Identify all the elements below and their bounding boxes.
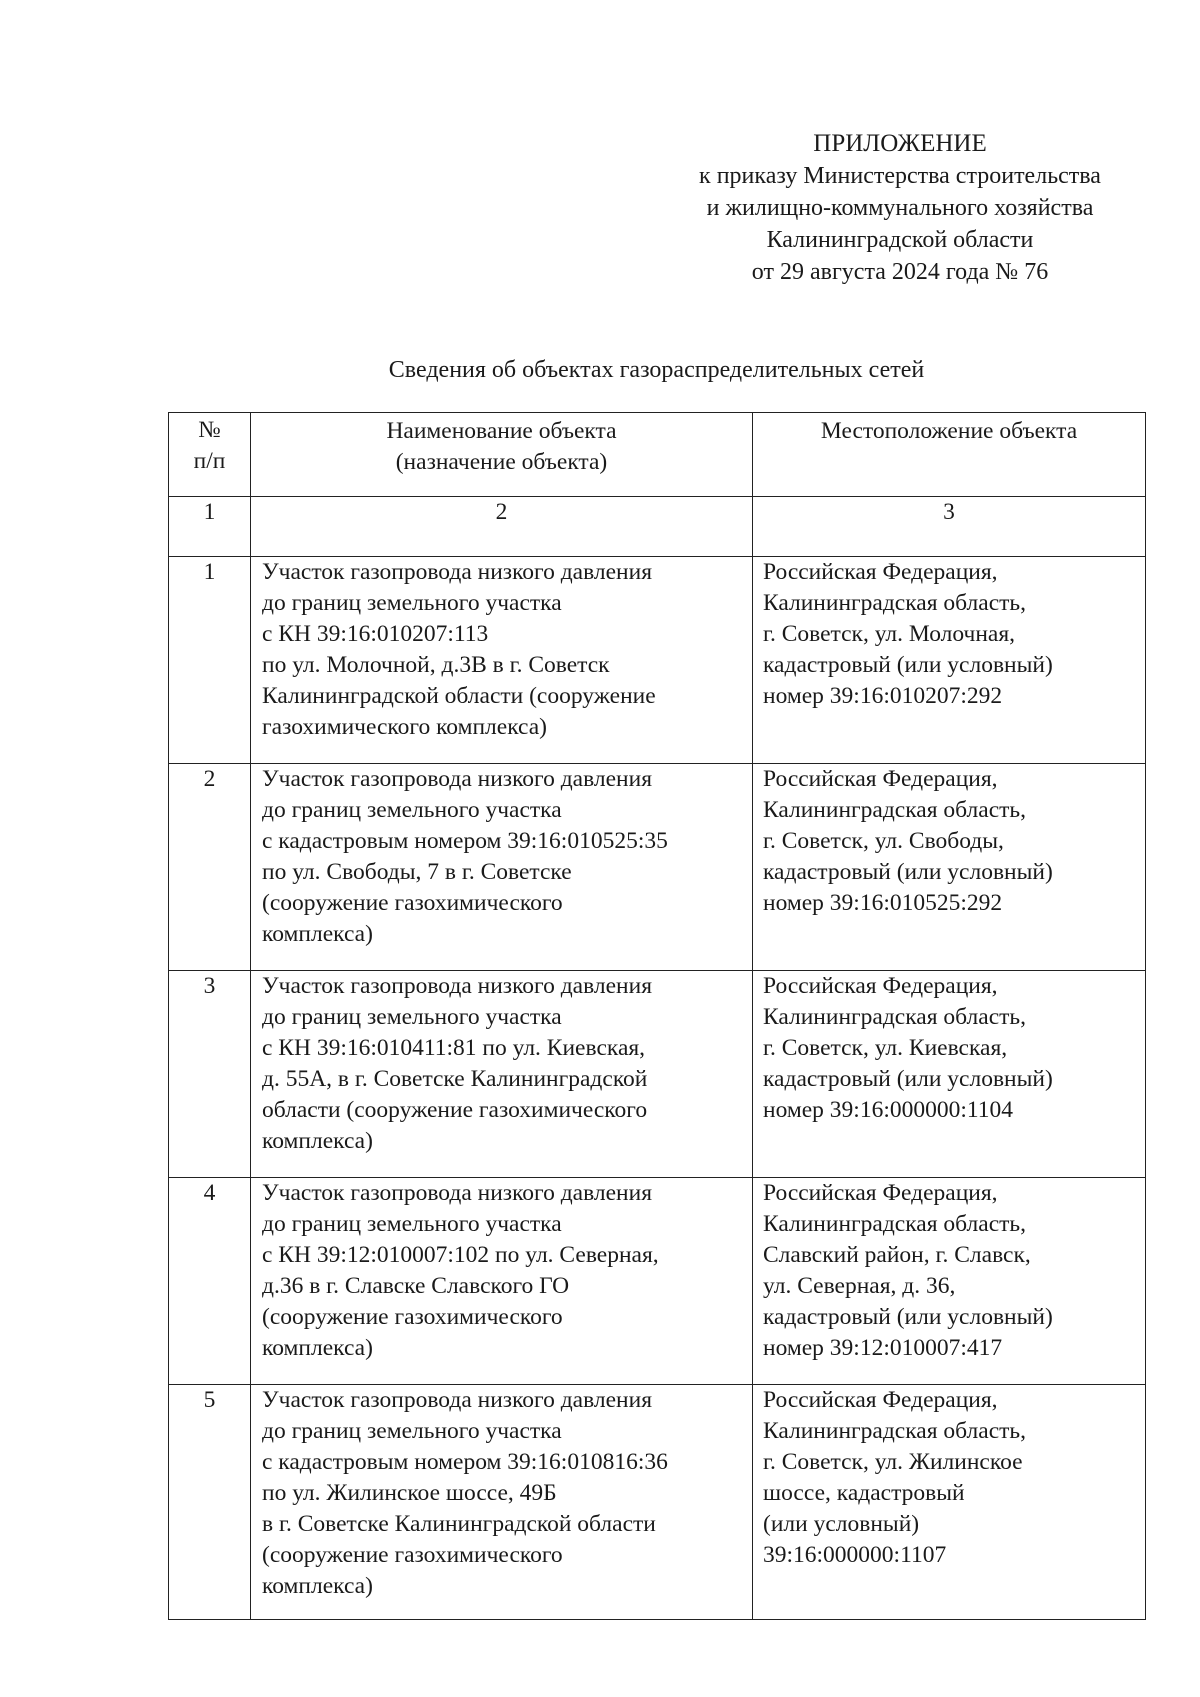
header-number [169,413,251,497]
header-text: № [198,417,221,443]
object-location-line: г. Советск, ул. Молочная, [763,621,1016,647]
table-row [169,557,1146,764]
object-location-line: Калининградская область, [763,1211,1026,1237]
appendix-line: от 29 августа 2024 года № 76 [751,259,1049,285]
appendix-line: Калининградской области [766,227,1034,253]
object-name-line: с КН 39:16:010207:113 [262,621,489,647]
object-location-line: Российская Федерация, [763,559,998,585]
object-location-cell [753,971,1146,1178]
object-location-line: номер 39:16:000000:1104 [763,1097,1014,1123]
header-text: Наименование объекта [386,418,617,444]
appendix-heading: ПРИЛОЖЕНИЕ [813,130,987,157]
object-location-line: кадастровый (или условный) [763,1066,1053,1092]
object-name-line: д.36 в г. Славске Славского ГО [262,1273,570,1299]
object-name-cell [251,1178,753,1385]
object-location-cell [753,557,1146,764]
object-name-line: Калининградской области (сооружение [262,683,656,709]
object-location-cell [753,764,1146,971]
object-name-line: с кадастровым номером 39:16:010525:35 [262,828,668,854]
object-name-line: комплекса) [262,1335,373,1361]
row-number: 5 [169,1385,251,1620]
object-location-line: Российская Федерация, [763,766,998,792]
object-name-line: Участок газопровода низкого давления [262,1180,653,1206]
object-name-line: с КН 39:12:010007:102 по ул. Северная, [262,1242,659,1268]
column-index-cell: 3 [753,497,1146,557]
object-name-line: области (сооружение газохимического [262,1097,648,1123]
object-location-line: Калининградская область, [763,797,1026,823]
object-location-line: Российская Федерация, [763,1180,998,1206]
object-name-line: по ул. Жилинское шоссе, 49Б [262,1480,557,1506]
object-name-cell [251,971,753,1178]
table-row [169,1385,1146,1620]
object-name-line: газохимического комплекса) [262,714,548,740]
column-index-row [169,497,1146,557]
object-name-line: до границ земельного участка [262,1004,562,1030]
object-name-line: до границ земельного участка [262,590,562,616]
row-number: 1 [169,557,251,764]
object-name-line: до границ земельного участка [262,1418,562,1444]
header-object-name [251,413,753,497]
header-text: Местоположение объекта [820,418,1078,444]
object-location-line: Российская Федерация, [763,1387,998,1413]
column-index-cell: 2 [251,497,753,557]
object-location-line: кадастровый (или условный) [763,652,1053,678]
object-name-line: с КН 39:16:010411:81 по ул. Киевская, [262,1035,646,1061]
object-location-line: Калининградская область, [763,1004,1026,1030]
object-name-line: комплекса) [262,921,373,947]
object-name-line: комплекса) [262,1128,373,1154]
object-name-cell [251,557,753,764]
column-index-cell: 1 [169,497,251,557]
object-name-cell [251,764,753,971]
object-location-line: Калининградская область, [763,590,1026,616]
object-location-cell [753,1385,1146,1620]
table-row [169,971,1146,1178]
object-name-line: с кадастровым номером 39:16:010816:36 [262,1449,668,1475]
object-name-line: до границ земельного участка [262,1211,562,1237]
object-location-line: Российская Федерация, [763,973,998,999]
object-name-line: (сооружение газохимического [262,1304,563,1330]
object-location-line: (или условный) [763,1511,920,1537]
object-location-line: г. Советск, ул. Киевская, [763,1035,1008,1061]
object-location-line: Калининградская область, [763,1418,1026,1444]
row-number: 4 [169,1178,251,1385]
object-name-line: до границ земельного участка [262,797,562,823]
object-name-line: Участок газопровода низкого давления [262,973,653,999]
object-name-line: в г. Советске Калининградской области [262,1511,656,1537]
object-location-line: ул. Северная, д. 36, [763,1273,956,1299]
object-name-line: Участок газопровода низкого давления [262,1387,653,1413]
table-header-row [169,413,1146,497]
header-text: (назначение объекта) [395,449,608,475]
document-title: Сведения об объектах газораспределительных сетей [388,357,925,383]
object-location-line: г. Советск, ул. Свободы, [763,828,1004,854]
object-name-line: (сооружение газохимического [262,1542,563,1568]
object-name-line: по ул. Молочной, д.3В в г. Советск [262,652,610,678]
table-row [169,764,1146,971]
object-name-line: по ул. Свободы, 7 в г. Советске [262,859,572,885]
table-row [169,1178,1146,1385]
appendix-block [640,128,1160,288]
object-location-cell [753,1178,1146,1385]
object-location-line: кадастровый (или условный) [763,859,1053,885]
object-name-line: д. 55А, в г. Советске Калининградской [262,1066,648,1092]
header-text: п/п [193,448,226,474]
objects-table [168,412,1146,1620]
object-location-line: 39:16:000000:1107 [763,1542,947,1568]
object-name-line: (сооружение газохимического [262,890,563,916]
row-number: 3 [169,971,251,1178]
object-location-line: г. Советск, ул. Жилинское [763,1449,1023,1475]
object-location-line: Славский район, г. Славск, [763,1242,1031,1268]
object-name-line: Участок газопровода низкого давления [262,559,653,585]
object-location-line: кадастровый (или условный) [763,1304,1053,1330]
object-location-line: номер 39:16:010207:292 [763,683,1003,709]
object-location-line: номер 39:16:010525:292 [763,890,1003,916]
header-object-location [753,413,1146,497]
object-location-line: номер 39:12:010007:417 [763,1335,1003,1361]
object-name-line: комплекса) [262,1573,373,1599]
object-location-line: шоссе, кадастровый [763,1480,965,1506]
object-name-cell [251,1385,753,1620]
row-number: 2 [169,764,251,971]
appendix-line: к приказу Министерства строительства [699,163,1101,189]
object-name-line: Участок газопровода низкого давления [262,766,653,792]
appendix-line: и жилищно-коммунального хозяйства [706,195,1094,221]
